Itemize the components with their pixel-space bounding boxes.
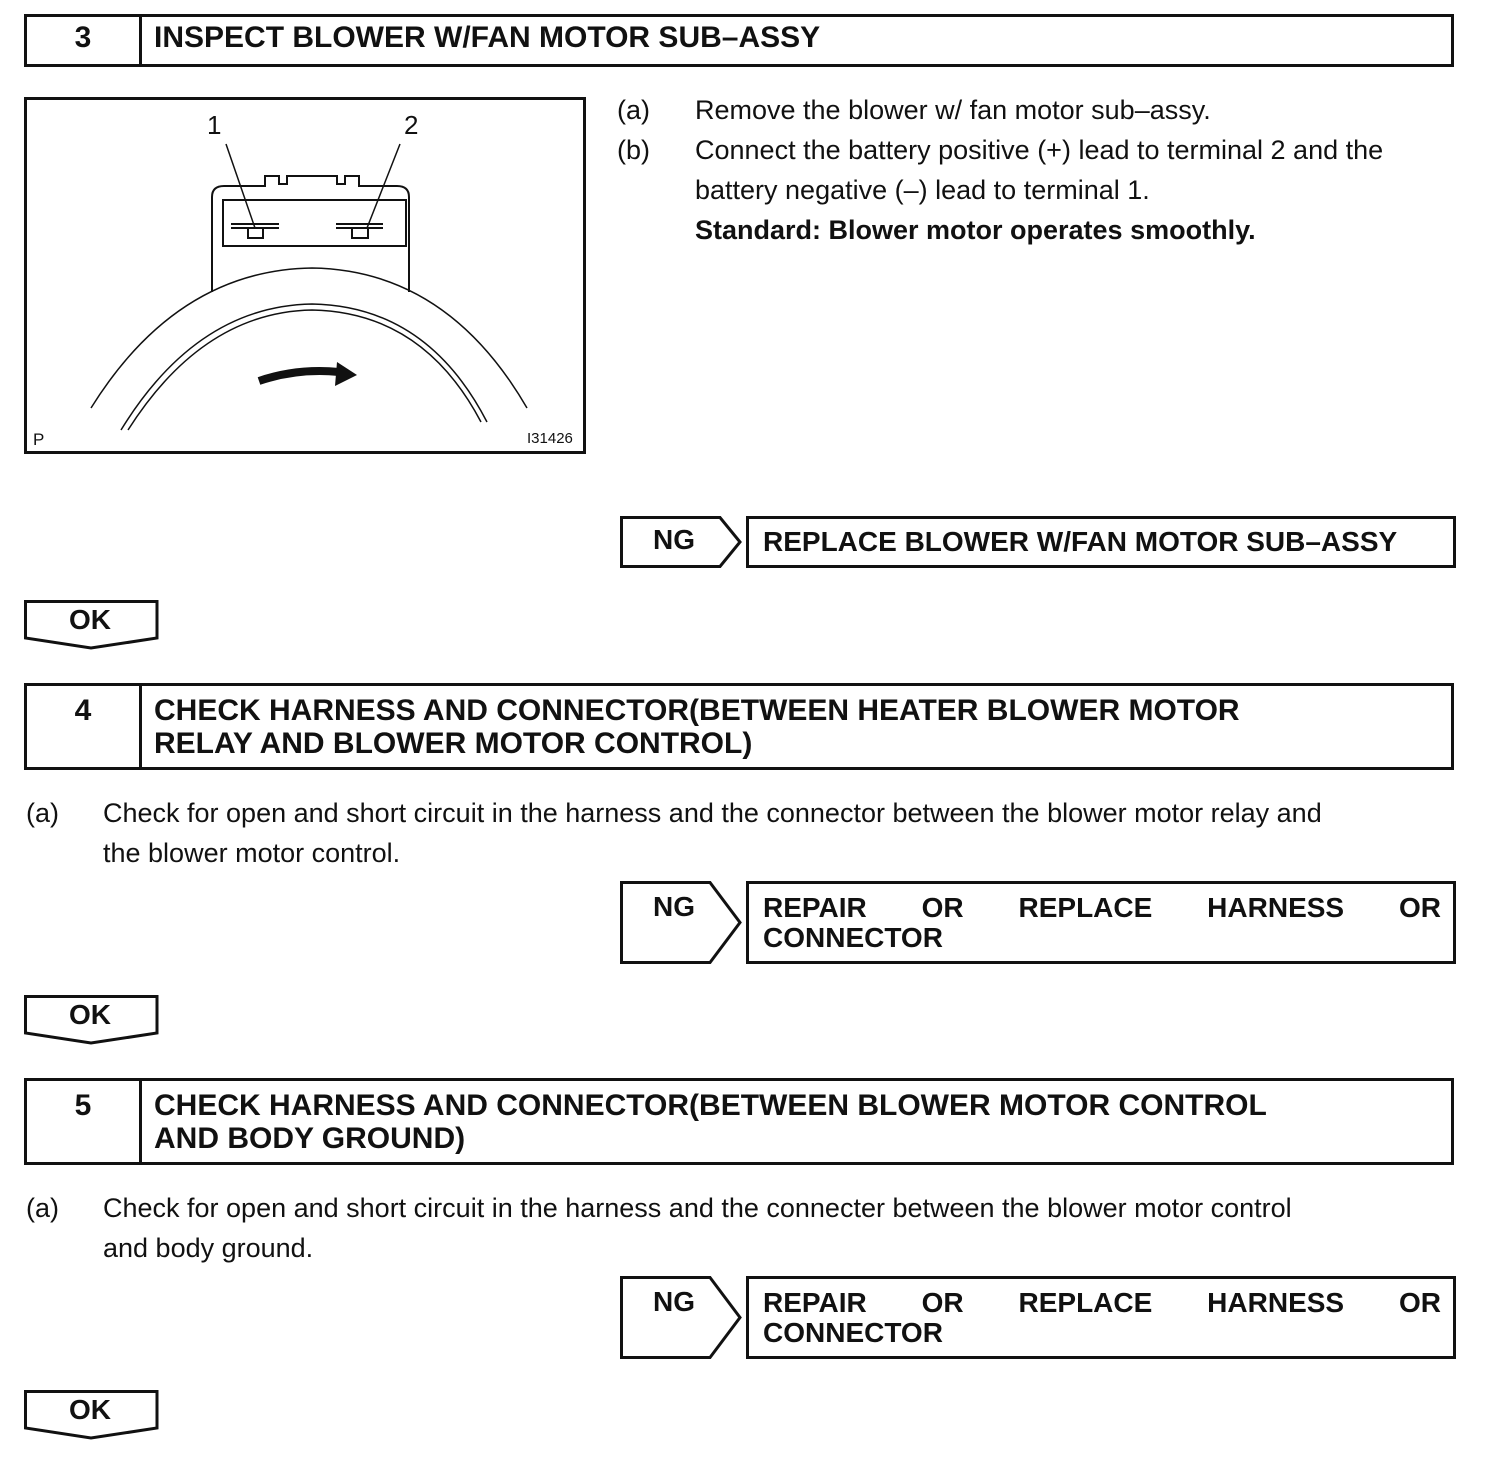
instruction-text: Connect the battery positive (+) lead to terminal 2 and the	[695, 135, 1384, 165]
instruction-text: the blower motor control.	[103, 838, 401, 868]
step-4-instruction	[26, 793, 1466, 873]
step-5-header	[24, 1078, 1454, 1165]
step-3-header	[24, 14, 1454, 67]
step-4-ok	[24, 995, 160, 1047]
step-number: 4	[27, 686, 142, 767]
step-number: 5	[27, 1081, 142, 1162]
ng-action	[746, 881, 1456, 964]
terminal-1-label: 1	[207, 110, 222, 140]
ok-label: OK	[69, 999, 111, 1030]
instruction-label: (a)	[26, 798, 59, 828]
terminal-2-label: 2	[404, 110, 419, 140]
title-line: CHECK HARNESS AND CONNECTOR(BETWEEN BLOWER MOTOR CONTROL	[154, 1089, 1267, 1122]
instruction-text: Check for open and short circuit in the harness and the connecter between the blower motor control	[103, 1193, 1292, 1223]
title-line: CHECK HARNESS AND CONNECTOR(BETWEEN HEATER BLOWER MOTOR	[154, 694, 1240, 727]
standard-text: Standard: Blower motor operates smoothly.	[695, 215, 1256, 245]
figure-code: I31426	[527, 430, 573, 447]
ng-label: NG	[653, 524, 695, 555]
title-line: RELAY AND BLOWER MOTOR CONTROL)	[154, 727, 753, 760]
corner-label: P	[33, 430, 45, 449]
ng-label: NG	[653, 891, 695, 922]
step-title	[142, 1081, 1451, 1162]
instruction-text: battery negative (–) lead to terminal 1.	[695, 175, 1150, 205]
instruction-label: (a)	[617, 95, 650, 125]
step-number: 3	[27, 17, 142, 64]
blower-motor-figure	[24, 97, 586, 454]
ok-label: OK	[69, 1394, 111, 1425]
instruction-text: Check for open and short circuit in the harness and the connector between the blower motor relay and	[103, 798, 1322, 828]
step-4-ng-branch	[620, 881, 1456, 964]
instruction-text: Remove the blower w/ fan motor sub–assy.	[695, 95, 1211, 125]
ng-label: NG	[653, 1286, 695, 1317]
ng-action-line: CONNECTOR	[763, 922, 943, 953]
step-5-ng-branch	[620, 1276, 1456, 1359]
title-line: AND BODY GROUND)	[154, 1122, 466, 1155]
ng-action-line: CONNECTOR	[763, 1317, 943, 1348]
ng-action: REPLACE BLOWER W/FAN MOTOR SUB–ASSY	[746, 516, 1456, 568]
step-title: INSPECT BLOWER W/FAN MOTOR SUB–ASSY	[154, 21, 821, 54]
step-5-instruction	[26, 1188, 1466, 1268]
instruction-label: (b)	[617, 135, 650, 165]
ok-label: OK	[69, 604, 111, 635]
instruction-label: (a)	[26, 1193, 59, 1223]
ng-action-line: REPAIR OR REPLACE HARNESS OR	[763, 892, 1441, 923]
step-3-ok	[24, 600, 160, 652]
step-4-header	[24, 683, 1454, 770]
step-5-ok	[24, 1390, 160, 1442]
step-title	[142, 686, 1451, 767]
ng-action	[746, 1276, 1456, 1359]
step-3-instructions	[617, 90, 1477, 250]
instruction-text: and body ground.	[103, 1233, 314, 1263]
step-3-ng-branch	[620, 516, 1456, 568]
ng-action-line: REPAIR OR REPLACE HARNESS OR	[763, 1287, 1441, 1318]
